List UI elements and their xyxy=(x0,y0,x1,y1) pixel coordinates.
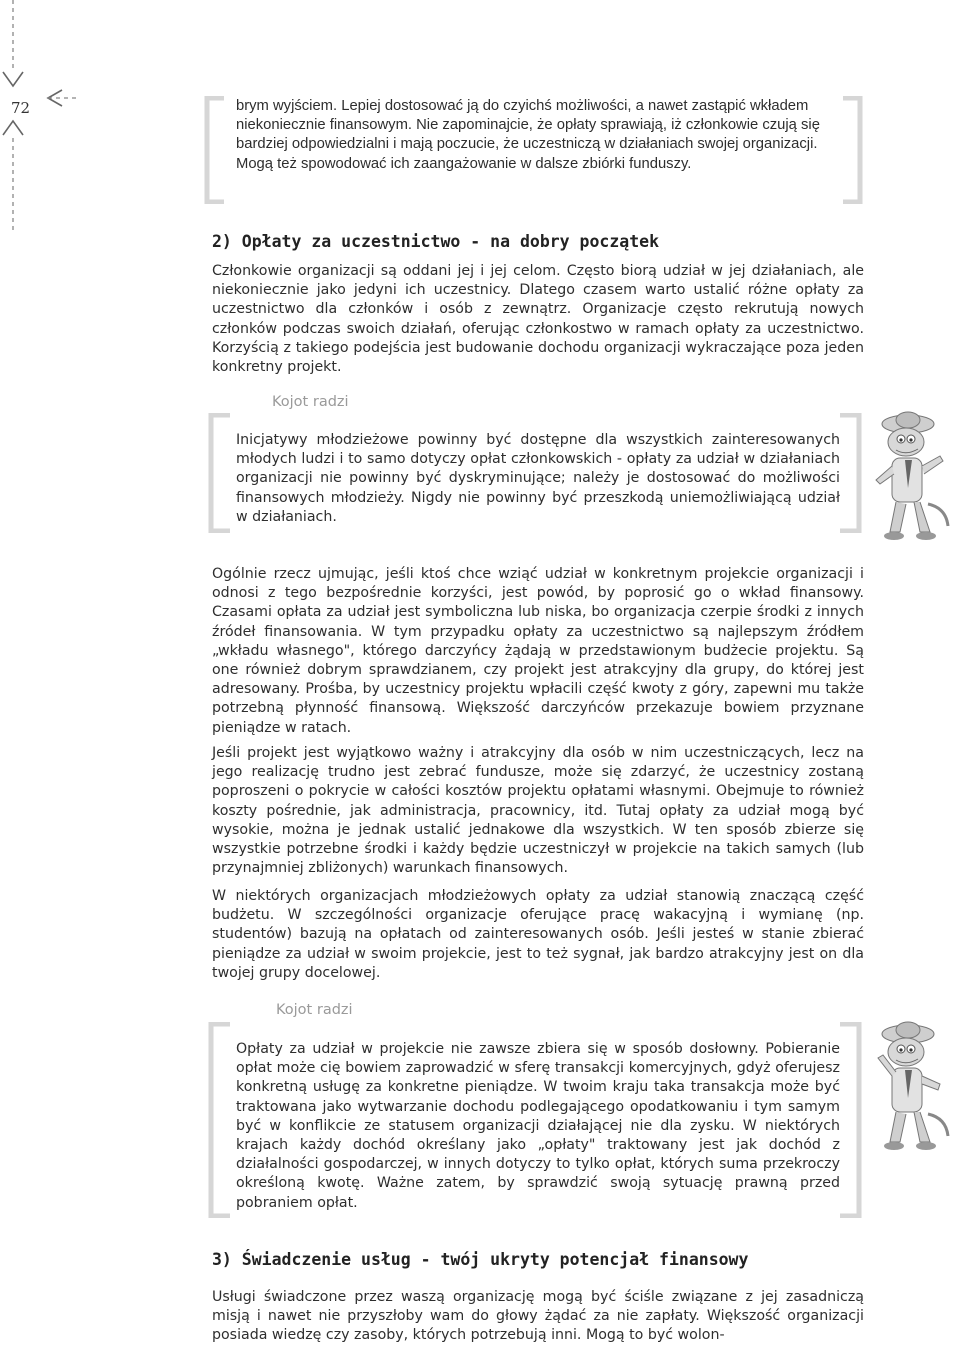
left-bracket-icon xyxy=(208,1022,232,1218)
right-bracket-icon xyxy=(838,1022,862,1218)
section-2-heading: 2) Opłaty za uczestnictwo - na dobry początek xyxy=(212,232,660,251)
margin-arrows-icon xyxy=(0,0,80,240)
right-bracket-icon xyxy=(841,96,863,204)
left-bracket-icon xyxy=(208,413,232,533)
tip-label: Kojot radzi xyxy=(272,394,349,410)
section-3-paragraph: Usługi świadczone przez waszą organizację mogą być ściśle związane z jej zasadniczą misją i nawet nie przyszłoby wam do głowy żądać za nie zapłaty. Większość organizacji posiada wiedzę czy zasoby, których potrzebują inni. Mogą to być wolon- xyxy=(212,1289,864,1344)
left-bracket-icon xyxy=(204,96,226,204)
body-paragraph-2: Jeśli projekt jest wyjątkowo ważny i atrakcyjny dla osób w nim uczestniczących, lecz na jego realizację trudno jest zebrać fundusze, może się zdarzyć, że uczestnicy zostaną poproszeni o pokrycie w całości kosztów projektu opłatami własnymi. Obejmuje to również koszty pośrednie, jak administracja, pracownicy, itd. Tutaj opłaty za udział mogą być wysokie, można je jednak ustalić jednakowe dla wszystkich. W ten sposób zbierze się wszystkie potrzebne środki i każdy będzie uczestniczył w projekcie na takich samych (lub przynajmniej zbliżonych) warunkach finansowych. xyxy=(212,745,864,877)
section-2-paragraph: Członkowie organizacji są oddani jej i jej celom. Często biorą udział w jej działaniach, ale niekoniecznie jako jedyni ich uczestnicy. Dlatego czasem warto ustalić różne opłaty za uczestnictwo dla członków i osób z zewnątrz. Organizacje często rekrutują nowych członków podczas swoich działań, oferując członkostwo w ramach opłaty za uczestnictwo. Korzyścią z takiego podejścia jest budowanie dochodu organizacji wykraczające poza jeden konkretny projekt. xyxy=(212,263,864,376)
tip-label: Kojot radzi xyxy=(276,1002,353,1018)
page-number: 72 xyxy=(11,99,31,117)
tip-1-text: Inicjatywy młodzieżowe powinny być dostępne dla wszystkich zainteresowanych młodych ludzi i to samo dotyczy opłat członkowskich - opłaty za udział w działaniach organizacji nie powinny być dyskryminujące; należy je dostosować do możliwości finansowych młodzieży. Nigdy nie powinny być przeszkodą uniemożliwiającą udział w działaniach. xyxy=(236,432,840,525)
right-bracket-icon xyxy=(838,413,862,533)
section-3-heading: 3) Świadczenie usług - twój ukryty potencjał finansowy xyxy=(212,1250,749,1269)
body-paragraph-3: W niektórych organizacjach młodzieżowych opłaty za udział stanowią znaczącą część budżetu. W szczególności organizacje oferujące pracę wakacyjną i wymianę (np. studentów) bazują na opłatach od zainteresowanych osób. Jeśli jesteś w stanie zbierać pieniądze za udział w swoim projekcie, jest to też sygnał, jak bardzo atrakcyjny jest on dla twojej grupy docelowej. xyxy=(212,888,864,981)
body-paragraph-1: Ogólnie rzecz ujmując, jeśli ktoś chce wziąć udział w konkretnym projekcie organizacji i odnosi z tego bezpośrednie korzyści, jest powód, by poprosić go o wkład finansowy. Czasami opłata za udział jest symboliczna lub niska, bo organizacja czerpie środki z innych źródeł finansowania. W tym przypadku opłaty za uczestnictwo są najlepszym źródłem „wkładu własnego", którego darczyńcy żądają w przedstawionym budżecie projektu. Są one również dobrym sprawdzianem, czy projekt jest atrakcyjny dla grupy, do której jest adresowany. Prośba, by uczestnicy projektu wpłacili część kwoty z góry, zapewni mu także potrzebną płynność finansową. Większość darczyńców przekazuje bowiem przyznane pieniądze w ratach. xyxy=(212,566,864,736)
tip-2-text: Opłaty za udział w projekcie nie zawsze zbiera się w sposób dosłowny. Pobieranie opłat może cię bowiem zaprowadzić w sferę transakcji komercyjnych, gdyż oferujesz konkretną usługę za konkretne pieniądze. W twoim kraju taka transakcja może być traktowana jako wytwarzanie dochodu podlegającego opodatkowaniu i tym samym być w konflikcie ze statusem organizacji działającej nie dla zysku. W niektórych krajach każdy dochód określany jako „opłaty" traktowany jest jak dochód z działalności gospodarczej, w innych dotyczy to tylko opłat, których suma przekroczy określoną kwotę. Ważne zatem, by sprawdzić swoją sytuację prawną przed pobraniem opłat. xyxy=(236,1041,840,1211)
intro-paragraph: brym wyjściem. Lepiej dostosować ją do czyichś możliwości, a nawet zastąpić wkładem niekoniecznie finansowym. Nie zapominajcie, że opłaty sprawiają, iż członkowie czują się bardziej odpowiedzialni i mają poczucie, że uczestniczą w działaniach swojej organizacji. Mogą też spowodować ich zaangażowanie w dalsze zbiórki funduszy. xyxy=(236,98,820,172)
coyote-mascot-icon xyxy=(868,1018,958,1158)
coyote-mascot-icon xyxy=(868,408,958,548)
